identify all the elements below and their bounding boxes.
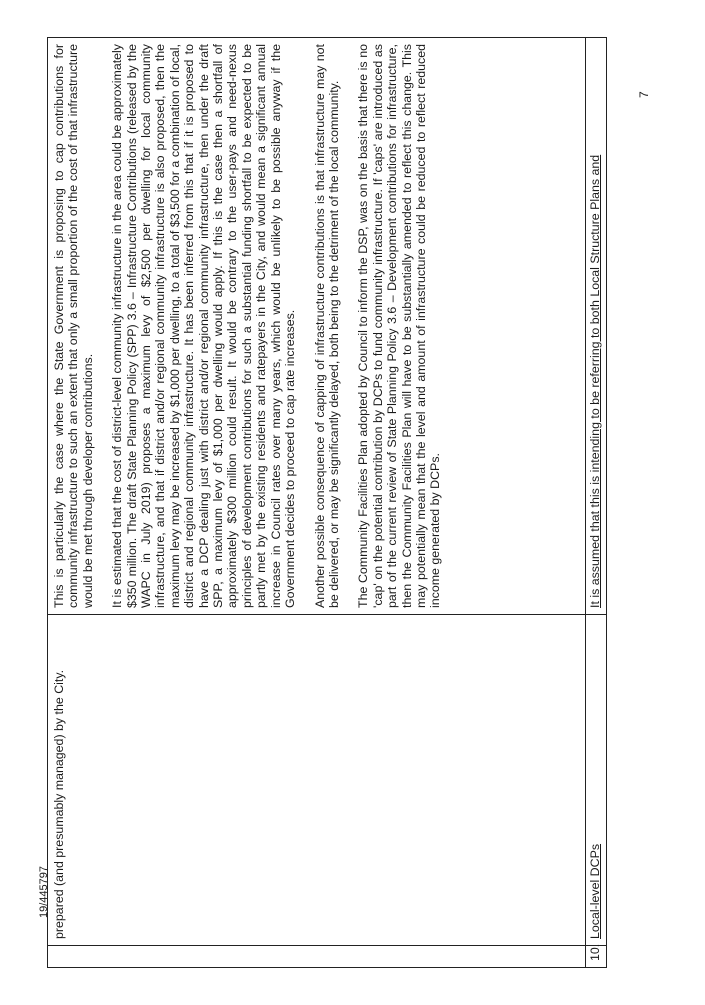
page-number: 7 — [637, 91, 651, 98]
document-id: 19/445797 — [38, 866, 50, 918]
rotated-table-container — [47, 38, 607, 968]
comment-paragraph: Another possible consequence of capping of infrastructure contributions is that infrastructure may not be delivered, or may be significantly delayed, both being to the detriment of the local community. — [312, 44, 341, 608]
topic-cell: Local-level DCPs — [585, 615, 606, 946]
comment-cell: It is assumed that this is intending to be referring to both Local Structure Plans and — [585, 38, 606, 615]
comment-paragraph: This is particularly the case where the State Government is proposing to cap contributions for community infrastructure to such an extent that only a small proportion of the cost of that infrastructure would be met through developer contributions. — [52, 44, 95, 608]
item-number-cell — [48, 946, 586, 968]
comment-paragraph: It is estimated that the cost of district-level community infrastructure in the area could be approximately $350 million. The draft State Planning Policy (SPP) 3.6 – Infrastructure Contributions (released by the WAPC in July 2019) proposes a maximum levy of $2,500 per dwelling for local community infrastructure, and that if district and/or regional community infrastructure is also proposed, then the maximum levy may be increased by $1,000 per dwelling, to a total of $3,500 for a combination of local, district and regional community infrastructure. It has been inferred from this that if it is proposed to have a DCP dealing just with district and/or regional community infrastructure, then under the draft SPP, a maximum levy of $1,000 per dwelling would apply. If this is the case then a shortfall of approximately $300 million could result. It would be contrary to the user-pays and need-nexus principles of development contributions for such a substantial funding shortfall to be expected to be partly met by the existing residents and ratepayers in the City, and would mean a significant annual increase in Council rates over many years, which would be unlikely to be possible anyway if the Government decides to proceed to cap rate increases. — [110, 44, 298, 608]
comment-paragraph: The Community Facilities Plan adopted by Council to inform the DSP, was on the basis that there is no 'cap' on the potential contribution by DCPs to fund community infrastructure. If 'caps' are introduced as part of the current review of State Planning Policy 3.6 – Development contributions for infrastructure, then the Community Facilities Plan will have to be substantially amended to reflect this change. This may potentially mean that the level and amount of infrastructure could be reduced to reflect reduced income generated by DCPs. — [356, 44, 443, 608]
topic-cell: prepared (and presumably managed) by the City. — [48, 615, 586, 946]
comment-cell — [48, 38, 586, 615]
item-number-cell: 10. — [585, 946, 606, 968]
comments-table — [47, 37, 607, 968]
table-row — [585, 38, 606, 968]
table-row — [48, 38, 586, 968]
